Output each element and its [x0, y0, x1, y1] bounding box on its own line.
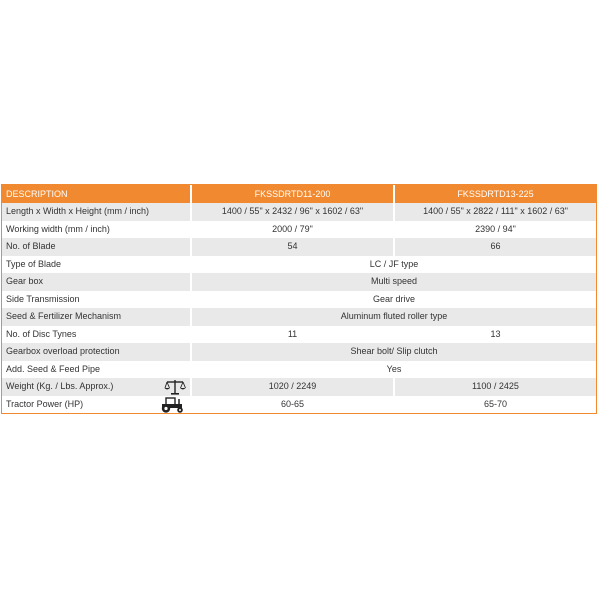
- row-value-shared: Multi speed: [191, 273, 596, 291]
- row-value-model-1: 1020 / 2249: [191, 378, 394, 396]
- table-row: [2, 238, 596, 256]
- row-value-model-1: 54: [191, 238, 394, 256]
- row-value-model-2: 1100 / 2425: [394, 378, 596, 396]
- header-model-1: FKSSDRTD11-200: [191, 185, 394, 203]
- spec-table-container: [1, 184, 597, 414]
- row-value-shared: Yes: [191, 361, 596, 379]
- table-row: [2, 308, 596, 326]
- row-value-shared: Shear bolt/ Slip clutch: [191, 343, 596, 361]
- weighing-scale-icon: [164, 379, 186, 395]
- row-label: Add. Seed & Feed Pipe: [2, 361, 191, 379]
- table-row: [2, 291, 596, 309]
- table-row: [2, 378, 596, 396]
- row-value-model-1: 60-65: [191, 396, 394, 414]
- table-row: [2, 326, 596, 344]
- row-label: Weight (Kg. / Lbs. Approx.): [6, 381, 114, 391]
- row-value-model-2: 66: [394, 238, 596, 256]
- row-value-model-1: 11: [191, 326, 394, 344]
- row-label: Tractor Power (HP): [6, 398, 84, 409]
- row-label: Gearbox overload protection: [2, 343, 191, 361]
- row-label-cell: [2, 378, 191, 396]
- table-row: [2, 343, 596, 361]
- row-label: Side Transmission: [2, 291, 191, 309]
- row-value-model-2: 1400 / 55" x 2822 / 111" x 1602 / 63": [394, 203, 596, 221]
- row-label: Seed & Fertilizer Mechanism: [2, 308, 191, 326]
- row-value-shared: Gear drive: [191, 291, 596, 309]
- header-model-2: FKSSDRTD13-225: [394, 185, 596, 203]
- row-value-shared: LC / JF type: [191, 256, 596, 274]
- row-value-model-1: 2000 / 79": [191, 221, 394, 239]
- row-label: Type of Blade: [2, 256, 191, 274]
- spec-table: [2, 185, 596, 413]
- table-header-row: [2, 185, 596, 203]
- table-row: [2, 396, 596, 414]
- row-value-model-2: 13: [394, 326, 596, 344]
- table-row: [2, 361, 596, 379]
- table-row: [2, 256, 596, 274]
- row-label: Gear box: [2, 273, 191, 291]
- row-label: Length x Width x Height (mm / inch): [2, 203, 191, 221]
- table-row: [2, 203, 596, 221]
- tractor-icon: [158, 397, 186, 413]
- row-label: No. of Disc Tynes: [2, 326, 191, 344]
- table-row: [2, 273, 596, 291]
- row-label: Working width (mm / inch): [2, 221, 191, 239]
- row-value-model-1: 1400 / 55" x 2432 / 96" x 1602 / 63": [191, 203, 394, 221]
- row-label: No. of Blade: [2, 238, 191, 256]
- row-value-model-2: 2390 / 94": [394, 221, 596, 239]
- table-row: [2, 221, 596, 239]
- header-description: DESCRIPTION: [2, 185, 191, 203]
- row-value-shared: Aluminum fluted roller type: [191, 308, 596, 326]
- row-value-model-2: 65-70: [394, 396, 596, 414]
- row-label-cell: [2, 396, 191, 414]
